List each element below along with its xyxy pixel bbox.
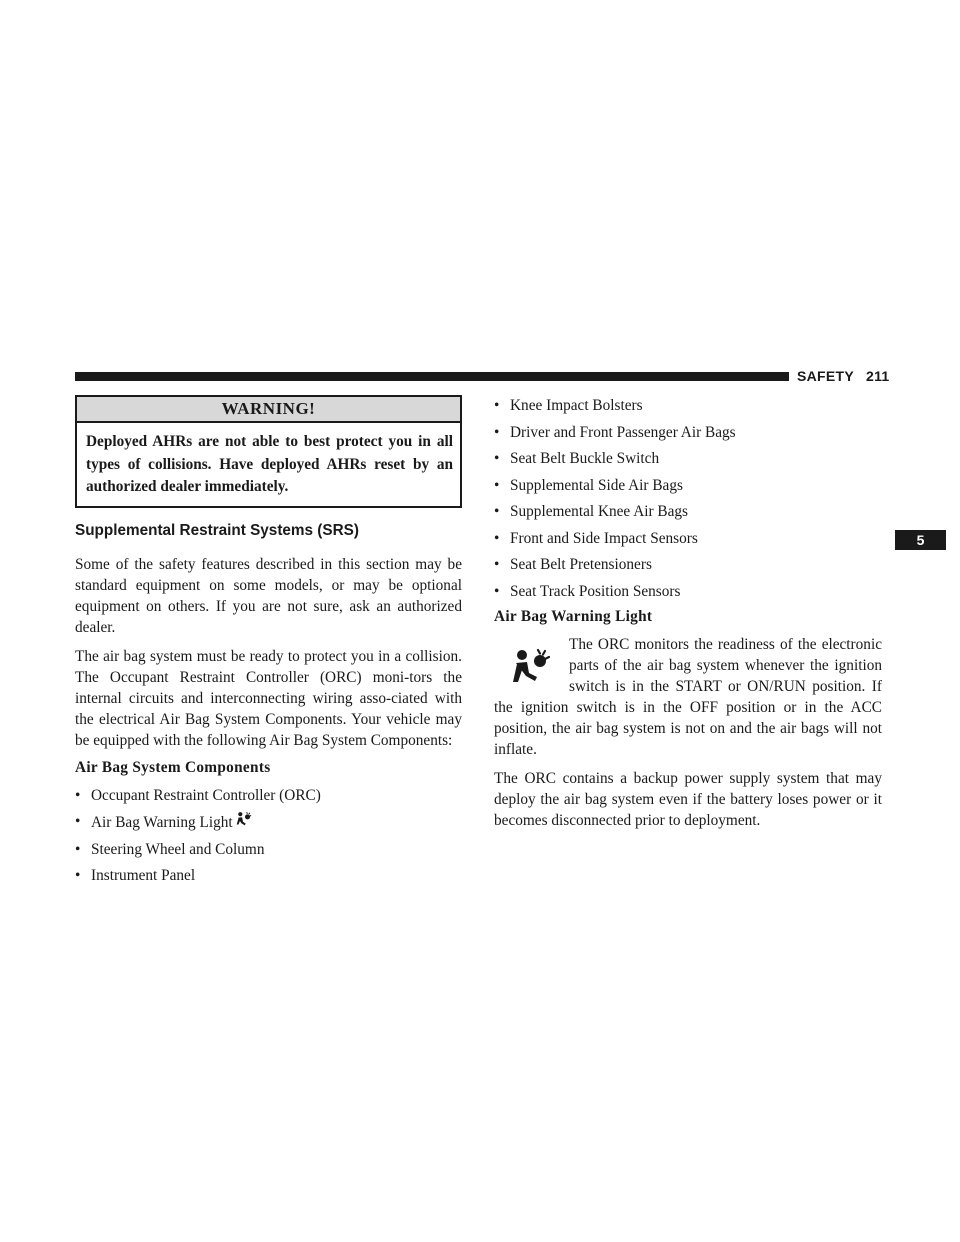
srs-paragraph-1: Some of the safety features described in this section may be standard equipment on some models, or may be optional equipment on others. If you are not sure, ask an authorized dealer.: [75, 555, 462, 636]
left-column: [75, 395, 462, 892]
warning-box: [75, 395, 462, 508]
warning-body: Deployed AHRs are not able to best protect you in all types of collisions. Have deployed AHRs reset by an authorized dealer immediately.: [86, 433, 453, 495]
list-item: • Air Bag Warning Light: [75, 811, 462, 833]
warning-light-paragraph-1: The ORC monitors the readiness of the electronic parts of the air bag system whenever the ignition switch is in the START or ON/RUN position. If the ignition switch is in the OFF position or in the ACC position, the air bag system is not on and the air bags will not inflate.: [494, 635, 882, 758]
airbag-warning-icon: [508, 646, 553, 690]
airbag-warning-icon: [234, 811, 252, 829]
list-item: • Supplemental Knee Air Bags: [494, 501, 882, 522]
components-list-right: [494, 395, 882, 602]
list-item: • Knee Impact Bolsters: [494, 395, 882, 416]
chapter-tab: 5: [895, 530, 946, 550]
list-item: • Supplemental Side Air Bags: [494, 475, 882, 496]
warning-light-paragraph-2: The ORC contains a backup power supply system that may deploy the air bag system even if the battery loses power or it becomes disconnected prior to deployment.: [494, 769, 882, 829]
list-item: • Seat Belt Buckle Switch: [494, 448, 882, 469]
page-number: 211: [866, 368, 890, 384]
running-header: [797, 368, 890, 384]
components-heading: Air Bag System Components: [75, 758, 271, 776]
srs-paragraph-2: The air bag system must be ready to protect you in a collision. The Occupant Restraint Controller (ORC) moni-tors the internal circuits and interconnecting wiring asso-ciated with the electrical Air Bag System Components. Your vehicle may be equipped with the following Air Bag System Components:: [75, 647, 462, 749]
list-item: • Front and Side Impact Sensors: [494, 528, 882, 549]
header-rule: [75, 372, 789, 381]
warning-title: WARNING!: [77, 397, 460, 423]
section-name: SAFETY: [797, 368, 855, 384]
list-item: • Instrument Panel: [75, 865, 462, 886]
list-item: • Seat Belt Pretensioners: [494, 554, 882, 575]
list-item: • Steering Wheel and Column: [75, 839, 462, 860]
warning-light-section: [494, 634, 882, 831]
components-list-left: [75, 785, 462, 887]
list-item: • Occupant Restraint Controller (ORC): [75, 785, 462, 806]
warning-light-heading: Air Bag Warning Light: [494, 607, 653, 625]
right-column: [494, 395, 882, 839]
list-item: • Driver and Front Passenger Air Bags: [494, 422, 882, 443]
srs-heading: Supplemental Restraint Systems (SRS): [75, 521, 359, 539]
list-item: • Seat Track Position Sensors: [494, 581, 882, 602]
